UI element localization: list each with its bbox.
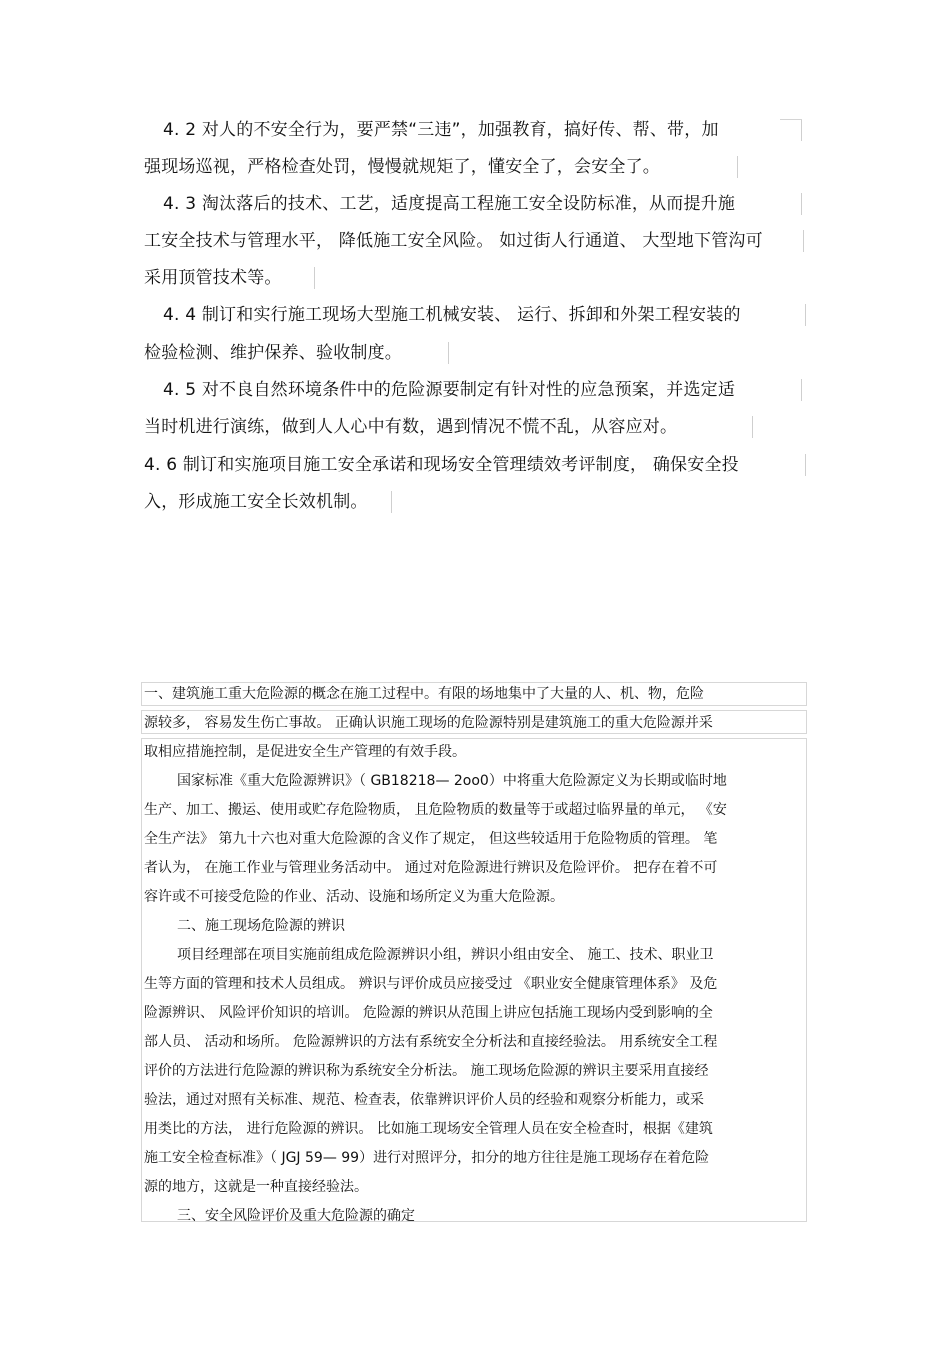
paragraph-4-2-line-1: 4. 2 对人的不安全行为，要严禁“三违”，加强教育，搞好传、帮、带，加 [163,120,719,140]
identification-line-6: 验法，通过对照有关标准、规范、检查表，依靠辨识评价人员的经验和观察分析能力，或采 [144,1092,704,1108]
identification-line-8: 施工安全检查标准》（ JGJ 59— 99）进行对照评分，扣分的地方往往是施工现场存在着危险 [144,1150,710,1166]
paragraph-4-4-line-2: 检验检测、维护保养、验收制度。 [144,343,402,363]
paragraph-4-3-line-2: 工安全技术与管理水平， 降低施工安全风险。 如过街人行通道、 大型地下管沟可 [144,231,763,251]
standard-line-3: 全生产法》 第九十六也对重大危险源的含义作了规定， 但这些较适用于危险物质的管理。 笔 [144,831,718,847]
line-end-marker [801,379,802,401]
identification-line-3: 险源辨识、 风险评价知识的培训。 危险源的辨识从范围上讲应包括施工现场内受到影响的全 [144,1005,713,1021]
line-end-marker [801,193,802,215]
heading-identification: 二、施工现场危险源的辨识 [177,918,345,934]
identification-line-7: 用类比的方法， 进行危险源的辨识。 比如施工现场安全管理人员在安全检查时，根据《建筑 [144,1121,713,1137]
identification-line-2: 生等方面的管理和技术人员组成。 辨识与评价成员应接受过 《职业安全健康管理体系》 及危 [144,976,718,992]
standard-line-5: 容许或不可接受危险的作业、活动、设施和场所定义为重大危险源。 [144,889,564,905]
heading-risk-evaluation: 三、安全风险评价及重大危险源的确定 [177,1208,415,1224]
identification-line-4: 部人员、 活动和场所。 危险源辨识的方法有系统安全分析法和直接经验法。 用系统安全工程 [144,1034,718,1050]
line-end-marker [314,267,315,289]
standard-line-2: 生产、加工、搬运、使用或贮存危险物质， 且危险物质的数量等于或超过临界量的单元， 《安 [144,802,727,818]
concept-line-1: 一、建筑施工重大危险源的概念在施工过程中。有限的场地集中了大量的人、机、物，危险 [144,686,704,702]
paragraph-4-5-line-2: 当时机进行演练，做到人人心中有数，遇到情况不慌不乱，从容应对。 [144,417,678,437]
paragraph-4-5-line-1: 4. 5 对不良自然环境条件中的危险源要制定有针对性的应急预案，并选定适 [163,380,736,400]
identification-line-5: 评价的方法进行危险源的辨识称为系统安全分析法。 施工现场危险源的辨识主要采用直接经 [144,1063,709,1079]
standard-line-4: 者认为， 在施工作业与管理业务活动中。 通过对危险源进行辨识及危险评价。 把存在着不可 [144,860,718,876]
paragraph-4-6-line-2: 入，形成施工安全长效机制。 [144,492,368,512]
line-end-marker [448,342,449,364]
line-end-marker [803,230,804,252]
line-end-marker [805,454,806,476]
identification-line-1: 项目经理部在项目实施前组成危险源辨识小组，辨识小组由安全、 施工、技术、职业卫 [177,947,714,963]
paragraph-4-2-line-2: 强现场巡视，严格检查处罚，慢慢就规矩了，懂安全了，会安全了。 [144,157,660,177]
paragraph-4-3-line-3: 采用顶管技术等。 [144,268,282,288]
identification-line-9: 源的地方，这就是一种直接经验法。 [144,1179,368,1195]
line-end-marker [752,416,753,438]
concept-line-2: 源较多， 容易发生伤亡事故。 正确认识施工现场的危险源特别是建筑施工的重大危险源并采 [144,715,713,731]
paragraph-4-4-line-1: 4. 4 制订和实行施工现场大型施工机械安装、 运行、拆卸和外架工程安装的 [163,305,741,325]
line-end-marker [801,119,802,141]
line-end-marker [737,156,738,178]
line-end-marker [391,491,392,513]
paragraph-4-6-line-1: 4. 6 制订和实施项目施工安全承诺和现场安全管理绩效考评制度， 确保安全投 [144,455,739,475]
paragraph-4-3-line-1: 4. 3 淘汰落后的技术、工艺，适度提高工程施工安全设防标准，从而提升施 [163,194,736,214]
line-end-marker [805,304,806,326]
standard-line-1: 国家标准《重大危险源辨识》（ GB18218— 2oo0）中将重大危险源定义为长期或临时地 [177,773,727,789]
concept-line-3: 取相应措施控制，是促进安全生产管理的有效手段。 [144,744,466,760]
line-end-marker [780,119,802,120]
